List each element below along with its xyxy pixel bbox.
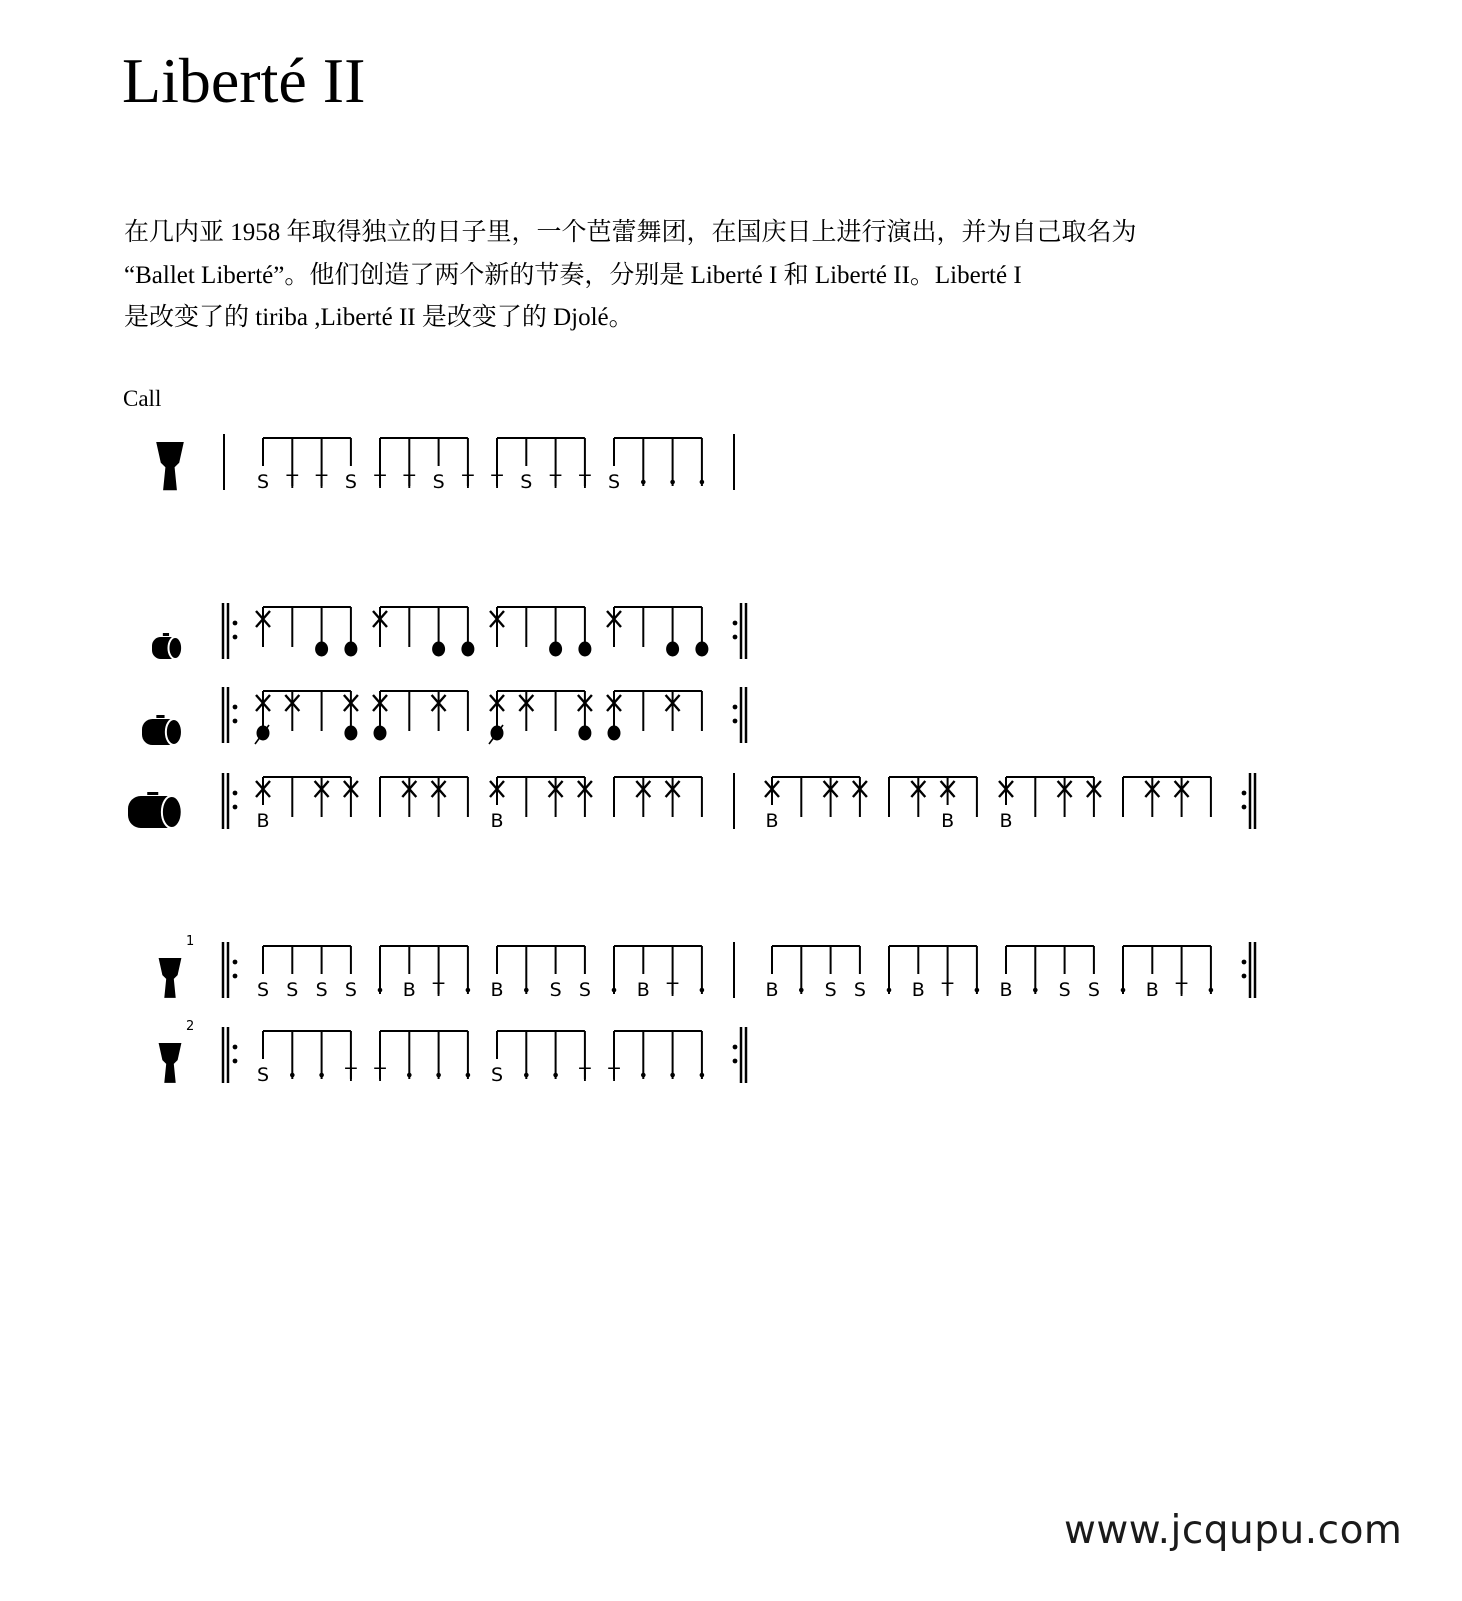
stroke-letter: T: [403, 471, 416, 493]
stroke-letter: S: [256, 471, 270, 493]
rest-dot: [378, 988, 383, 993]
repeat-dot: [1242, 791, 1247, 796]
repeat-dot: [233, 621, 238, 626]
stroke-letter: B: [911, 979, 925, 1001]
voice-number: 2: [186, 1019, 195, 1034]
stroke-letter: T: [286, 471, 299, 493]
stroke-letter: B: [1145, 979, 1159, 1001]
rest-dot: [700, 988, 705, 993]
rest-dot: [799, 988, 804, 993]
stroke-letter: S: [286, 979, 299, 1001]
open-note-ball: [578, 726, 591, 741]
intro-line: 在几内亚 1958 年取得独立的日子里，一个芭蕾舞团，在国庆日上进行演出，并为自己取名为: [124, 219, 1137, 246]
repeat-dot: [733, 1059, 738, 1064]
repeat-dot: [233, 719, 238, 724]
stroke-letter: S: [824, 979, 837, 1001]
stroke-letter: B: [256, 810, 270, 832]
open-note-ball: [461, 642, 474, 657]
stroke-letter: B: [941, 810, 955, 832]
intro-line: “Ballet Liberté”。他们创造了两个新的节奏，分别是 Liberté I 和 Liberté II。Liberté I: [124, 261, 1022, 289]
open-note-ball: [578, 642, 591, 657]
stroke-letter: B: [402, 979, 416, 1001]
stroke-letter: S: [520, 471, 533, 493]
stroke-letter: T: [462, 471, 474, 493]
rest-dot: [466, 988, 471, 993]
rest-dot: [553, 1073, 558, 1078]
repeat-dot: [233, 635, 238, 640]
rest-dot: [670, 480, 675, 485]
stroke-letter: T: [608, 1064, 620, 1086]
stroke-letter: B: [999, 979, 1013, 1001]
stroke-letter: S: [607, 471, 621, 493]
open-note-ball: [344, 726, 357, 741]
dununba-icon-head: [162, 796, 182, 828]
rest-dot: [641, 1073, 646, 1078]
call-label: Call: [123, 386, 162, 411]
open-note-ball: [315, 642, 328, 657]
stroke-letter: T: [549, 471, 562, 493]
rest-dot: [700, 1073, 705, 1078]
stroke-letter: S: [256, 1064, 270, 1086]
stroke-letter: S: [1087, 979, 1100, 1001]
dununba-icon-stick: [147, 792, 158, 795]
intro-line: 是改变了的 tiriba ,Liberté II 是改变了的 Djolé。: [124, 304, 634, 331]
drum-row-1: [152, 603, 746, 659]
rest-dot: [407, 1073, 412, 1078]
stroke-letter: S: [432, 471, 445, 493]
stroke-letter: T: [579, 471, 591, 493]
sangban-icon-stick: [156, 715, 164, 718]
stroke-letter: T: [374, 471, 386, 493]
kenkeni-icon-head: [168, 637, 182, 659]
repeat-dot: [233, 805, 238, 810]
stroke-letter: T: [491, 471, 503, 493]
repeat-dot: [233, 705, 238, 710]
repeat-dot: [733, 1045, 738, 1050]
open-note-ball: [608, 726, 621, 741]
stroke-letter: B: [999, 810, 1013, 832]
rest-dot: [641, 480, 646, 485]
rest-dot: [975, 988, 980, 993]
rest-dot: [612, 988, 617, 993]
stroke-letter: B: [490, 810, 504, 832]
rest-dot: [1209, 988, 1214, 993]
repeat-dot: [233, 974, 238, 979]
repeat-dot: [233, 791, 238, 796]
repeat-dot: [733, 635, 738, 640]
stroke-letter: S: [578, 979, 591, 1001]
open-note-ball: [374, 726, 387, 741]
stroke-letter: S: [549, 979, 562, 1001]
drum-row-0: [156, 434, 734, 493]
open-note-ball: [549, 642, 562, 657]
stroke-letter: T: [345, 1064, 357, 1086]
kenkeni-icon-stick: [163, 633, 169, 636]
stroke-letter: S: [1058, 979, 1071, 1001]
drum-row-4: [159, 934, 1255, 1001]
open-note-ball: [432, 642, 445, 657]
rest-dot: [524, 988, 529, 993]
stroke-letter: T: [374, 1064, 386, 1086]
rest-dot: [887, 988, 892, 993]
repeat-dot: [233, 960, 238, 965]
rest-dot: [290, 1073, 295, 1078]
rest-dot: [670, 1073, 675, 1078]
stroke-letter: B: [490, 979, 504, 1001]
stroke-letter: S: [344, 471, 357, 493]
stroke-letter: B: [765, 979, 779, 1001]
repeat-dot: [1242, 960, 1247, 965]
repeat-dot: [1242, 974, 1247, 979]
page-title: Liberté II: [122, 45, 366, 116]
stroke-letter: S: [256, 979, 270, 1001]
open-note-ball: [695, 642, 708, 657]
repeat-dot: [233, 1059, 238, 1064]
stroke-letter: S: [853, 979, 866, 1001]
rest-dot: [700, 480, 705, 485]
repeat-dot: [733, 621, 738, 626]
djembe-icon: [159, 1043, 182, 1083]
rest-dot: [436, 1073, 441, 1078]
stroke-letter: T: [1175, 979, 1188, 1001]
drum-row-2: [142, 687, 746, 745]
drum-row-5: [159, 1019, 746, 1086]
open-note-ball: [666, 642, 679, 657]
rest-dot: [524, 1073, 529, 1078]
repeat-dot: [1242, 805, 1247, 810]
voice-number: 1: [186, 934, 195, 949]
repeat-dot: [733, 705, 738, 710]
rest-dot: [466, 1073, 471, 1078]
djembe-icon: [156, 442, 184, 490]
stroke-letter: S: [490, 1064, 504, 1086]
djembe-icon: [159, 958, 182, 998]
stroke-letter: B: [765, 810, 779, 832]
rest-dot: [1121, 988, 1126, 993]
stroke-letter: T: [579, 1064, 591, 1086]
open-note-ball: [344, 642, 357, 657]
watermark-logo: www.jcqupu.com: [1064, 1508, 1403, 1553]
repeat-dot: [733, 719, 738, 724]
stroke-letter: T: [315, 471, 328, 493]
stroke-letter: T: [666, 979, 679, 1001]
stroke-letter: S: [344, 979, 357, 1001]
stroke-letter: S: [315, 979, 328, 1001]
stroke-letter: T: [941, 979, 954, 1001]
stroke-letter: T: [432, 979, 445, 1001]
rest-dot: [319, 1073, 324, 1078]
repeat-dot: [233, 1045, 238, 1050]
stroke-letter: B: [636, 979, 650, 1001]
drum-row-3: [128, 773, 1255, 832]
sangban-icon-head: [166, 719, 182, 745]
rest-dot: [1033, 988, 1038, 993]
